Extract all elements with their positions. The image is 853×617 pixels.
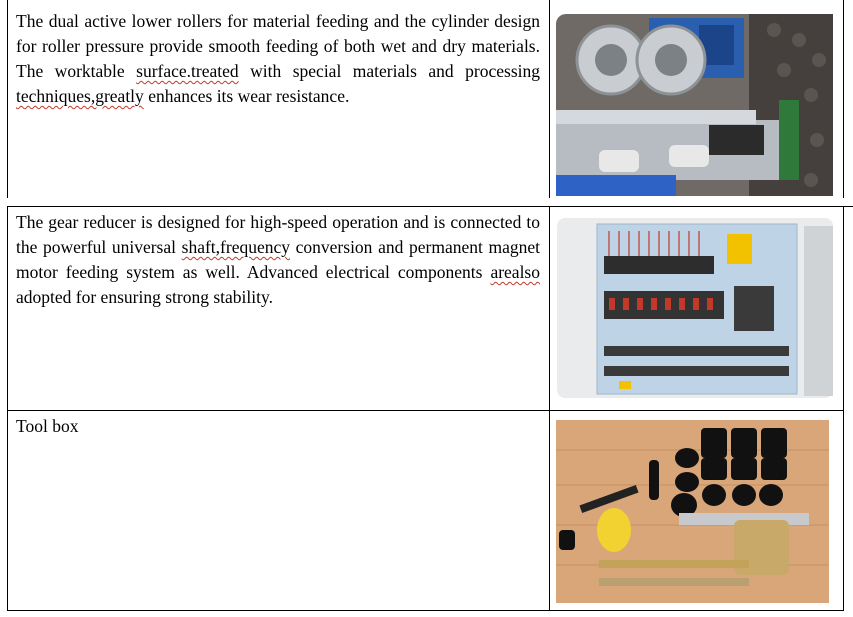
table-border bbox=[549, 206, 550, 610]
text-part: Tool box bbox=[16, 416, 79, 436]
text-part: conversion and permanent magnet motor feeding system as well. Advanced electrical components bbox=[16, 237, 540, 282]
image-cell bbox=[549, 206, 843, 410]
text-part: The gear reducer is designed for high-speed operation and is connected to the powerful universal bbox=[16, 212, 540, 257]
table-border bbox=[843, 0, 844, 198]
table-border bbox=[7, 206, 853, 207]
text-part: with special materials and processing bbox=[238, 61, 541, 81]
table-row-gear-reducer bbox=[7, 206, 843, 410]
spellcheck-word: surface.treated bbox=[136, 61, 239, 81]
description-cell bbox=[7, 410, 549, 610]
table-row-feed-rollers bbox=[7, 0, 843, 198]
table-border bbox=[549, 0, 550, 198]
table-border bbox=[7, 410, 844, 411]
table-border bbox=[7, 610, 844, 611]
spellcheck-word: arealso bbox=[490, 262, 540, 282]
spellcheck-word: shaft,frequency bbox=[181, 237, 290, 257]
text-part: adopted for ensuring strong stability. bbox=[16, 287, 273, 307]
text-part: enhances its wear resistance. bbox=[143, 86, 350, 106]
table-border bbox=[7, 0, 8, 198]
electrical-cabinet-photo bbox=[549, 206, 843, 410]
description-cell bbox=[7, 0, 549, 198]
spellcheck-word: techniques,greatly bbox=[16, 86, 144, 106]
table-border bbox=[843, 206, 844, 610]
table-border bbox=[7, 206, 8, 610]
table-row-tool-box bbox=[7, 410, 843, 610]
description-cell bbox=[7, 206, 549, 410]
tool-box-photo bbox=[549, 410, 843, 610]
feed-rollers-photo bbox=[549, 0, 843, 198]
image-cell bbox=[549, 0, 843, 198]
image-cell bbox=[549, 410, 843, 610]
text-part: The dual active lower rollers for material feeding and the cylinder design for roller pressure provide smooth feeding of both wet and dry materials. The worktable bbox=[16, 11, 540, 81]
